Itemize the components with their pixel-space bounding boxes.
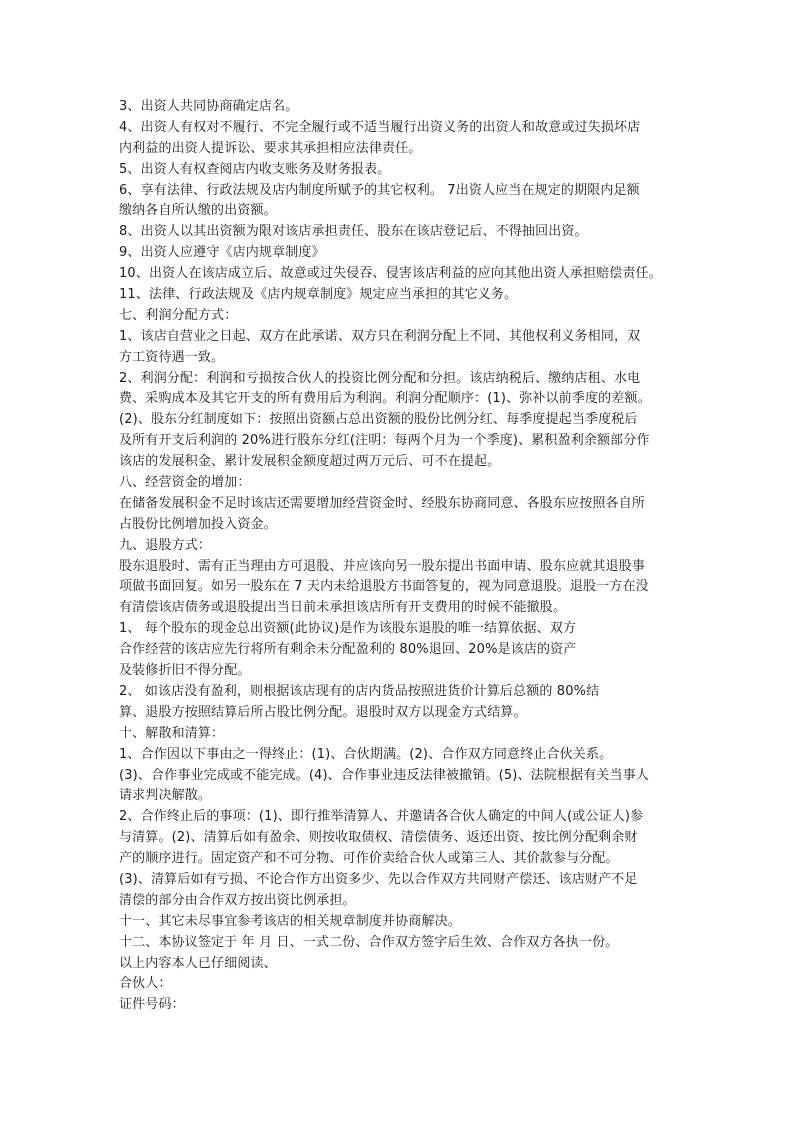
- text-line: 合作经营的该店应先行将所有剩余未分配盈利的 80%退回、20%是该店的资产: [119, 642, 577, 658]
- text-line: (3)、清算后如有亏损、不论合作方出资多少、先以合作双方共同财产偿还、该店财产不足: [119, 871, 638, 887]
- text-line: 5、出资人有权查阅店内收支账务及财务报表。: [119, 161, 391, 177]
- text-line: 股东退股时、需有正当理由方可退股、并应该向另一股东提出书面申请、股东应就其退股事: [119, 558, 646, 574]
- text-line: 请求判决解散。: [119, 788, 212, 804]
- text-line: 占股份比例增加投入资金。: [119, 516, 277, 532]
- text-line: 1、 每个股东的现金总出资额(此协议)是作为该股东退股的唯一结算依据、双方: [119, 621, 577, 637]
- text-line: 4、出资人有权对不履行、不完全履行或不适当履行出资义务的出资人和故意或过失损坏店: [119, 119, 641, 135]
- text-line: 9、出资人应遵守《店内规章制度》: [119, 245, 325, 261]
- text-line: 项做书面回复。如另一股东在 7 天内未给退股方书面答复的，视为同意退股。退股一方在没: [119, 579, 649, 595]
- text-line: 有清偿该店债务或退股提出当日前未承担该店所有开支费用的时候不能撤股。: [119, 600, 567, 616]
- text-line: 及装修折旧不得分配。: [119, 663, 251, 679]
- text-line: 1、该店自营业之日起、双方在此承诺、双方只在利润分配上不同、其他权利义务相同，双: [119, 328, 641, 344]
- agreement-text: [119, 97, 679, 1016]
- text-line: 6、享有法律、行政法规及店内制度所赋予的其它权利。 7出资人应当在规定的期限内足额: [119, 182, 640, 198]
- text-line: (2)、股东分红制度如下：按照出资额占总出资额的股份比例分红、每季度提起当季度税后: [119, 412, 638, 428]
- text-line: 3、出资人共同协商确定店名。: [119, 99, 299, 114]
- text-line: 及所有开支后利润的 20%进行股东分红(注明：每两个月为一个季度)、累积盈利余额部分作: [119, 433, 650, 449]
- section-heading: 八、经营资金的增加：: [119, 475, 251, 491]
- text-line: 产的顺序进行。固定资产和不可分物、可作价卖给合伙人或第三人、其价款参与分配。: [119, 851, 619, 867]
- text-line: 方工资待遇一致。: [119, 349, 225, 365]
- text-line: 2、合作终止后的事项：(1)、即行推举清算人、并邀请各合伙人确定的中间人(或公证人)参: [119, 809, 644, 825]
- text-line: 与清算。(2)、清算后如有盈余、则按收取债权、清偿债务、返还出资、按比例分配剩余财: [119, 830, 638, 846]
- text-line: 该店的发展积金、累计发展积金额度超过两万元后、可不在提起。: [119, 454, 501, 470]
- text-line: 在储备发展积金不足时该店还需要增加经营资金时、经股东协商同意、各股东应按照各自所: [119, 495, 646, 511]
- text-line: 2、利润分配：利润和亏损按合伙人的投资比例分配和分担。该店纳税后、缴纳店租、水电: [119, 370, 641, 386]
- text-line: 11、法律、行政法规及《店内规章制度》规定应当承担的其它义务。: [119, 287, 518, 303]
- section-heading: 十一、其它未尽事宜参考该店的相关规章制度并协商解决。: [119, 913, 461, 929]
- text-line: 2、 如该店没有盈利，则根据该店现有的店内货品按照进货价计算后总额的 80%结: [119, 683, 600, 699]
- text-line: 缴纳各自所认缴的出资额。: [119, 203, 277, 219]
- text-line: 以上内容本人已仔细阅读、: [119, 955, 277, 971]
- partner-label: 合伙人：: [119, 976, 172, 992]
- text-line: 清偿的部分由合作双方按出资比例承担。: [119, 892, 356, 908]
- section-heading: 十、解散和清算：: [119, 725, 225, 741]
- section-heading: 九、退股方式：: [119, 537, 212, 553]
- id-number-label: 证件号码：: [119, 997, 185, 1013]
- text-line: 算、退股方按照结算后所占股比例分配。退股时双方以现金方式结算。: [119, 704, 527, 720]
- text-line: (3)、合作事业完成或不能完成。(4)、合作事业违反法律被撤销。(5)、法院根据有关当事人: [119, 767, 649, 783]
- text-line: 8、出资人以其出资额为限对该店承担责任、股东在该店登记后、不得抽回出资。: [119, 224, 588, 240]
- section-heading: 十二、本协议签定于 年 月 日、一式二份、合作双方签字后生效、合作双方各执一份。: [119, 934, 619, 950]
- section-heading: 七、利润分配方式：: [119, 307, 238, 323]
- text-line: 1、合作因以下事由之一得终止：(1)、合伙期满。(2)、合作双方同意终止合伙关系。: [119, 746, 613, 762]
- text-line: 10、出资人在该店成立后、故意或过失侵吞、侵害该店利益的应向其他出资人承担赔偿责任。: [119, 266, 662, 282]
- text-line: 内利益的出资人提诉讼、要求其承担相应法律责任。: [119, 140, 422, 156]
- text-line: 费、采购成本及其它开支的所有费用后为利润。利润分配顺序：(1)、弥补以前季度的差额。: [119, 391, 651, 407]
